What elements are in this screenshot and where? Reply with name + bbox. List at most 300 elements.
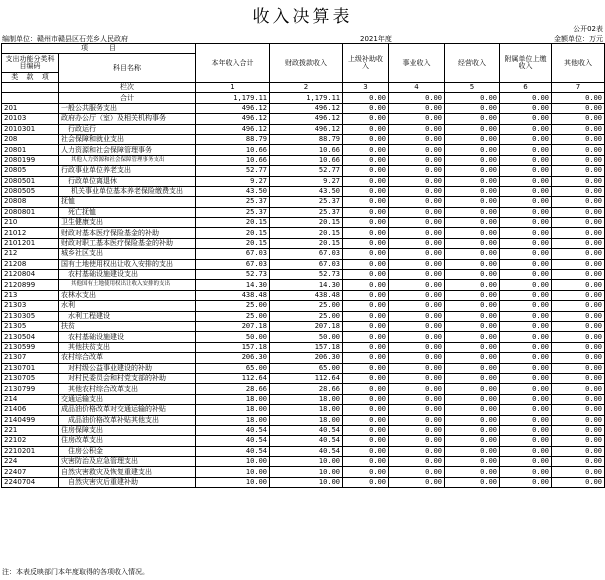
row-business-income: 0.00 bbox=[389, 405, 445, 415]
row-operating-income: 0.00 bbox=[445, 363, 500, 373]
row-name: 一般公共服务支出 bbox=[59, 103, 196, 113]
row-operating-income: 0.00 bbox=[445, 145, 500, 155]
row-business-income: 0.00 bbox=[389, 415, 445, 425]
row-operating-income: 0.00 bbox=[445, 176, 500, 186]
row-affiliate-income: 0.00 bbox=[500, 311, 552, 321]
row-fiscal-income: 20.15 bbox=[270, 228, 343, 238]
table-row bbox=[2, 384, 605, 394]
row-other-income: 0.00 bbox=[552, 405, 605, 415]
row-operating-income: 0.00 bbox=[445, 446, 500, 456]
row-superior-subsidy: 0.00 bbox=[343, 197, 389, 207]
row-superior-subsidy: 0.00 bbox=[343, 384, 389, 394]
row-fiscal-income: 40.54 bbox=[270, 446, 343, 456]
row-business-income: 0.00 bbox=[389, 186, 445, 196]
row-business-income: 0.00 bbox=[389, 425, 445, 435]
row-business-income: 0.00 bbox=[389, 457, 445, 467]
row-code: 21303 bbox=[2, 301, 59, 311]
row-fiscal-income: 67.03 bbox=[270, 259, 343, 269]
row-code: 2130701 bbox=[2, 363, 59, 373]
row-other-income: 0.00 bbox=[552, 155, 605, 165]
row-fiscal-income: 40.54 bbox=[270, 425, 343, 435]
row-fiscal-income: 10.00 bbox=[270, 477, 343, 487]
row-code: 20801 bbox=[2, 145, 59, 155]
row-fiscal-income: 25.00 bbox=[270, 311, 343, 321]
row-other-income: 0.00 bbox=[552, 134, 605, 144]
compiling-unit: 编制单位：赣州市赣县区石芫乡人民政府 bbox=[2, 35, 128, 43]
row-other-income: 0.00 bbox=[552, 197, 605, 207]
row-name: 社会保障和就业支出 bbox=[59, 134, 196, 144]
row-business-income: 0.00 bbox=[389, 238, 445, 248]
row-total-income: 67.03 bbox=[196, 259, 270, 269]
row-fiscal-income: 10.00 bbox=[270, 467, 343, 477]
col-header-1: 本年收入合计 bbox=[196, 44, 270, 83]
row-other-income: 0.00 bbox=[552, 186, 605, 196]
col-header-3: 上级补助收入 bbox=[343, 44, 389, 83]
row-affiliate-income: 0.00 bbox=[500, 290, 552, 300]
row-name: 住房公积金 bbox=[59, 446, 196, 456]
row-other-income: 0.00 bbox=[552, 280, 605, 290]
row-total-income: 18.00 bbox=[196, 415, 270, 425]
row-business-income: 0.00 bbox=[389, 207, 445, 217]
row-business-income: 0.00 bbox=[389, 394, 445, 404]
row-other-income: 0.00 bbox=[552, 321, 605, 331]
table-row bbox=[2, 301, 605, 311]
row-fiscal-income: 9.27 bbox=[270, 176, 343, 186]
row-code: 21012 bbox=[2, 228, 59, 238]
row-affiliate-income: 0.00 bbox=[500, 280, 552, 290]
row-superior-subsidy: 0.00 bbox=[343, 270, 389, 280]
row-operating-income: 0.00 bbox=[445, 249, 500, 259]
row-name: 城乡社区支出 bbox=[59, 249, 196, 259]
row-fiscal-income: 10.00 bbox=[270, 457, 343, 467]
row-code: 21307 bbox=[2, 353, 59, 363]
row-total-income: 65.00 bbox=[196, 363, 270, 373]
row-affiliate-income: 0.00 bbox=[500, 415, 552, 425]
row-superior-subsidy: 0.00 bbox=[343, 425, 389, 435]
row-other-income: 0.00 bbox=[552, 332, 605, 342]
row-code: 2130305 bbox=[2, 311, 59, 321]
row-business-income: 0.00 bbox=[389, 103, 445, 113]
row-business-income: 0.00 bbox=[389, 270, 445, 280]
row-operating-income: 0.00 bbox=[445, 311, 500, 321]
row-affiliate-income: 0.00 bbox=[500, 238, 552, 248]
row-affiliate-income: 0.00 bbox=[500, 446, 552, 456]
row-total-income: 496.12 bbox=[196, 103, 270, 113]
row-affiliate-income: 0.00 bbox=[500, 249, 552, 259]
row-other-income: 0.00 bbox=[552, 166, 605, 176]
row-operating-income: 0.00 bbox=[445, 155, 500, 165]
row-operating-income: 0.00 bbox=[445, 384, 500, 394]
row-total-income: 20.15 bbox=[196, 228, 270, 238]
row-other-income: 0.00 bbox=[552, 176, 605, 186]
row-code: 2130599 bbox=[2, 342, 59, 352]
row-name: 行政事业单位养老支出 bbox=[59, 166, 196, 176]
row-total-income: 40.54 bbox=[196, 436, 270, 446]
table-row bbox=[2, 415, 605, 425]
row-affiliate-income: 0.00 bbox=[500, 363, 552, 373]
item-header: 项 目 bbox=[2, 44, 196, 54]
row-total-income: 438.48 bbox=[196, 290, 270, 300]
row-business-income: 0.00 bbox=[389, 145, 445, 155]
row-total-income: 10.66 bbox=[196, 155, 270, 165]
row-name: 政府办公厅（室）及相关机构事务 bbox=[59, 114, 196, 124]
table-row bbox=[2, 373, 605, 383]
row-code: 21305 bbox=[2, 321, 59, 331]
row-total-income: 28.66 bbox=[196, 384, 270, 394]
table-row bbox=[2, 405, 605, 415]
row-operating-income: 0.00 bbox=[445, 270, 500, 280]
row-other-income: 0.00 bbox=[552, 477, 605, 487]
row-name: 成品油价格改革对交通运输的补贴 bbox=[59, 405, 196, 415]
row-name: 灾害防治及应急管理支出 bbox=[59, 457, 196, 467]
row-other-income: 0.00 bbox=[552, 342, 605, 352]
row-business-income: 0.00 bbox=[389, 301, 445, 311]
row-superior-subsidy: 0.00 bbox=[343, 415, 389, 425]
row-other-income: 0.00 bbox=[552, 270, 605, 280]
row-total-income: 112.64 bbox=[196, 373, 270, 383]
row-total-income: 67.03 bbox=[196, 249, 270, 259]
row-superior-subsidy: 0.00 bbox=[343, 134, 389, 144]
row-superior-subsidy: 0.00 bbox=[343, 321, 389, 331]
row-other-income: 0.00 bbox=[552, 259, 605, 269]
row-fiscal-income: 157.18 bbox=[270, 342, 343, 352]
row-code: 214 bbox=[2, 394, 59, 404]
row-superior-subsidy: 0.00 bbox=[343, 467, 389, 477]
row-other-income: 0.00 bbox=[552, 103, 605, 113]
row-superior-subsidy: 0.00 bbox=[343, 311, 389, 321]
row-code: 2120804 bbox=[2, 270, 59, 280]
row-fiscal-income: 438.48 bbox=[270, 290, 343, 300]
row-operating-income: 0.00 bbox=[445, 280, 500, 290]
row-code: 2130705 bbox=[2, 373, 59, 383]
row-superior-subsidy: 0.00 bbox=[343, 332, 389, 342]
row-affiliate-income: 0.00 bbox=[500, 218, 552, 228]
row-operating-income: 0.00 bbox=[445, 321, 500, 331]
row-name: 水利工程建设 bbox=[59, 311, 196, 321]
row-superior-subsidy: 0.00 bbox=[343, 457, 389, 467]
row-code: 2210201 bbox=[2, 446, 59, 456]
row-code: 224 bbox=[2, 457, 59, 467]
row-affiliate-income: 0.00 bbox=[500, 321, 552, 331]
row-code: 22407 bbox=[2, 467, 59, 477]
row-fiscal-income: 52.77 bbox=[270, 166, 343, 176]
row-other-income: 0.00 bbox=[552, 436, 605, 446]
lanci-row: 栏次 1 2 3 4 5 6 7 bbox=[2, 83, 605, 93]
row-operating-income: 0.00 bbox=[445, 457, 500, 467]
row-business-income: 0.00 bbox=[389, 353, 445, 363]
row-other-income: 0.00 bbox=[552, 384, 605, 394]
row-business-income: 0.00 bbox=[389, 197, 445, 207]
table-row bbox=[2, 166, 605, 176]
row-operating-income: 0.00 bbox=[445, 114, 500, 124]
row-business-income: 0.00 bbox=[389, 124, 445, 134]
row-code: 2240704 bbox=[2, 477, 59, 487]
row-business-income: 0.00 bbox=[389, 342, 445, 352]
row-total-income: 14.30 bbox=[196, 280, 270, 290]
row-name: 人力资源和社会保障管理事务 bbox=[59, 145, 196, 155]
row-name: 农村基础设施建设 bbox=[59, 332, 196, 342]
row-business-income: 0.00 bbox=[389, 249, 445, 259]
row-total-income: 10.00 bbox=[196, 477, 270, 487]
money-unit: 金额单位：万元 bbox=[554, 35, 603, 43]
row-total-income: 40.54 bbox=[196, 446, 270, 456]
row-name: 自然灾害灾后重建补助 bbox=[59, 477, 196, 487]
row-code: 201 bbox=[2, 103, 59, 113]
row-operating-income: 0.00 bbox=[445, 228, 500, 238]
row-other-income: 0.00 bbox=[552, 394, 605, 404]
row-fiscal-income: 496.12 bbox=[270, 124, 343, 134]
row-business-income: 0.00 bbox=[389, 166, 445, 176]
row-other-income: 0.00 bbox=[552, 363, 605, 373]
row-superior-subsidy: 0.00 bbox=[343, 259, 389, 269]
row-operating-income: 0.00 bbox=[445, 290, 500, 300]
row-superior-subsidy: 0.00 bbox=[343, 238, 389, 248]
row-business-income: 0.00 bbox=[389, 259, 445, 269]
row-fiscal-income: 112.64 bbox=[270, 373, 343, 383]
row-other-income: 0.00 bbox=[552, 238, 605, 248]
row-total-income: 157.18 bbox=[196, 342, 270, 352]
row-code: 210 bbox=[2, 218, 59, 228]
row-code: 20103 bbox=[2, 114, 59, 124]
row-fiscal-income: 65.00 bbox=[270, 363, 343, 373]
row-fiscal-income: 25.37 bbox=[270, 207, 343, 217]
row-operating-income: 0.00 bbox=[445, 238, 500, 248]
row-affiliate-income: 0.00 bbox=[500, 166, 552, 176]
row-total-income: 25.00 bbox=[196, 301, 270, 311]
table-row bbox=[2, 114, 605, 124]
row-operating-income: 0.00 bbox=[445, 477, 500, 487]
row-fiscal-income: 40.54 bbox=[270, 436, 343, 446]
table-row bbox=[2, 477, 605, 487]
row-total-income: 52.73 bbox=[196, 270, 270, 280]
row-total-income: 50.00 bbox=[196, 332, 270, 342]
row-affiliate-income: 0.00 bbox=[500, 457, 552, 467]
table-row bbox=[2, 218, 605, 228]
name-header: 科目名称 bbox=[59, 54, 196, 83]
row-superior-subsidy: 0.00 bbox=[343, 228, 389, 238]
row-fiscal-income: 43.50 bbox=[270, 186, 343, 196]
row-affiliate-income: 0.00 bbox=[500, 405, 552, 415]
table-row bbox=[2, 321, 605, 331]
row-superior-subsidy: 0.00 bbox=[343, 186, 389, 196]
row-other-income: 0.00 bbox=[552, 457, 605, 467]
table-row bbox=[2, 446, 605, 456]
row-fiscal-income: 28.66 bbox=[270, 384, 343, 394]
row-business-income: 0.00 bbox=[389, 176, 445, 186]
row-other-income: 0.00 bbox=[552, 145, 605, 155]
row-affiliate-income: 0.00 bbox=[500, 332, 552, 342]
row-total-income: 207.18 bbox=[196, 321, 270, 331]
row-superior-subsidy: 0.00 bbox=[343, 280, 389, 290]
row-superior-subsidy: 0.00 bbox=[343, 176, 389, 186]
row-other-income: 0.00 bbox=[552, 228, 605, 238]
table-row bbox=[2, 259, 605, 269]
row-operating-income: 0.00 bbox=[445, 259, 500, 269]
row-business-income: 0.00 bbox=[389, 155, 445, 165]
row-superior-subsidy: 0.00 bbox=[343, 207, 389, 217]
row-fiscal-income: 14.30 bbox=[270, 280, 343, 290]
total-row: 合计 1,179.11 1,179.11 0.00 0.00 0.00 0.00 0.00 bbox=[2, 93, 605, 103]
table-row bbox=[2, 311, 605, 321]
row-other-income: 0.00 bbox=[552, 415, 605, 425]
row-name: 其他国有土地使用权出让收入安排的支出 bbox=[59, 280, 196, 290]
row-code: 2130799 bbox=[2, 384, 59, 394]
row-affiliate-income: 0.00 bbox=[500, 373, 552, 383]
fiscal-year: 2021年度 bbox=[360, 35, 392, 43]
table-row bbox=[2, 436, 605, 446]
row-fiscal-income: 50.00 bbox=[270, 332, 343, 342]
row-superior-subsidy: 0.00 bbox=[343, 166, 389, 176]
row-code: 21406 bbox=[2, 405, 59, 415]
row-code: 212 bbox=[2, 249, 59, 259]
row-business-income: 0.00 bbox=[389, 280, 445, 290]
row-fiscal-income: 67.03 bbox=[270, 249, 343, 259]
row-superior-subsidy: 0.00 bbox=[343, 249, 389, 259]
row-business-income: 0.00 bbox=[389, 228, 445, 238]
row-operating-income: 0.00 bbox=[445, 436, 500, 446]
row-other-income: 0.00 bbox=[552, 467, 605, 477]
row-name: 财政对职工基本医疗保险基金的补助 bbox=[59, 238, 196, 248]
row-operating-income: 0.00 bbox=[445, 186, 500, 196]
row-superior-subsidy: 0.00 bbox=[343, 155, 389, 165]
row-fiscal-income: 20.15 bbox=[270, 218, 343, 228]
table-row bbox=[2, 134, 605, 144]
row-name: 机关事业单位基本养老保险缴费支出 bbox=[59, 186, 196, 196]
row-superior-subsidy: 0.00 bbox=[343, 446, 389, 456]
row-superior-subsidy: 0.00 bbox=[343, 103, 389, 113]
row-name: 农村综合改革 bbox=[59, 353, 196, 363]
row-fiscal-income: 10.66 bbox=[270, 155, 343, 165]
row-name: 行政单位离退休 bbox=[59, 176, 196, 186]
table-row bbox=[2, 342, 605, 352]
row-business-income: 0.00 bbox=[389, 218, 445, 228]
row-superior-subsidy: 0.00 bbox=[343, 301, 389, 311]
row-code: 2080505 bbox=[2, 186, 59, 196]
row-other-income: 0.00 bbox=[552, 218, 605, 228]
row-name: 对村级公益事业建设的补助 bbox=[59, 363, 196, 373]
row-affiliate-income: 0.00 bbox=[500, 103, 552, 113]
row-name: 成品油价格改革补贴其他支出 bbox=[59, 415, 196, 425]
table-row bbox=[2, 155, 605, 165]
row-total-income: 43.50 bbox=[196, 186, 270, 196]
row-fiscal-income: 10.66 bbox=[270, 145, 343, 155]
row-total-income: 52.77 bbox=[196, 166, 270, 176]
row-other-income: 0.00 bbox=[552, 290, 605, 300]
row-operating-income: 0.00 bbox=[445, 405, 500, 415]
row-operating-income: 0.00 bbox=[445, 197, 500, 207]
row-total-income: 20.15 bbox=[196, 218, 270, 228]
row-superior-subsidy: 0.00 bbox=[343, 114, 389, 124]
row-business-income: 0.00 bbox=[389, 363, 445, 373]
row-total-income: 10.00 bbox=[196, 467, 270, 477]
row-business-income: 0.00 bbox=[389, 114, 445, 124]
row-fiscal-income: 18.00 bbox=[270, 394, 343, 404]
row-operating-income: 0.00 bbox=[445, 207, 500, 217]
row-name: 死亡抚恤 bbox=[59, 207, 196, 217]
row-business-income: 0.00 bbox=[389, 332, 445, 342]
form-number: 公开02表 bbox=[573, 25, 603, 33]
row-other-income: 0.00 bbox=[552, 373, 605, 383]
row-superior-subsidy: 0.00 bbox=[343, 477, 389, 487]
row-affiliate-income: 0.00 bbox=[500, 425, 552, 435]
row-operating-income: 0.00 bbox=[445, 353, 500, 363]
row-total-income: 40.54 bbox=[196, 425, 270, 435]
row-total-income: 10.00 bbox=[196, 457, 270, 467]
row-affiliate-income: 0.00 bbox=[500, 145, 552, 155]
table-row bbox=[2, 103, 605, 113]
table-row bbox=[2, 353, 605, 363]
row-operating-income: 0.00 bbox=[445, 394, 500, 404]
row-operating-income: 0.00 bbox=[445, 134, 500, 144]
row-code: 213 bbox=[2, 290, 59, 300]
row-business-income: 0.00 bbox=[389, 446, 445, 456]
row-business-income: 0.00 bbox=[389, 436, 445, 446]
col-header-5: 经营收入 bbox=[445, 44, 500, 83]
table-row bbox=[2, 124, 605, 134]
row-affiliate-income: 0.00 bbox=[500, 228, 552, 238]
row-operating-income: 0.00 bbox=[445, 342, 500, 352]
row-other-income: 0.00 bbox=[552, 353, 605, 363]
row-business-income: 0.00 bbox=[389, 321, 445, 331]
row-name: 住房改革支出 bbox=[59, 436, 196, 446]
row-affiliate-income: 0.00 bbox=[500, 124, 552, 134]
row-name: 财政对基本医疗保险基金的补助 bbox=[59, 228, 196, 238]
row-business-income: 0.00 bbox=[389, 477, 445, 487]
row-affiliate-income: 0.00 bbox=[500, 186, 552, 196]
row-affiliate-income: 0.00 bbox=[500, 384, 552, 394]
row-name: 扶贫 bbox=[59, 321, 196, 331]
col-header-6: 附属单位上缴收入 bbox=[500, 44, 552, 83]
row-affiliate-income: 0.00 bbox=[500, 353, 552, 363]
table-row bbox=[2, 238, 605, 248]
row-operating-income: 0.00 bbox=[445, 218, 500, 228]
row-business-income: 0.00 bbox=[389, 384, 445, 394]
row-total-income: 496.12 bbox=[196, 114, 270, 124]
row-operating-income: 0.00 bbox=[445, 124, 500, 134]
row-affiliate-income: 0.00 bbox=[500, 114, 552, 124]
row-affiliate-income: 0.00 bbox=[500, 134, 552, 144]
row-other-income: 0.00 bbox=[552, 207, 605, 217]
table-row bbox=[2, 186, 605, 196]
row-affiliate-income: 0.00 bbox=[500, 259, 552, 269]
row-code: 22102 bbox=[2, 436, 59, 446]
row-fiscal-income: 20.15 bbox=[270, 238, 343, 248]
row-operating-income: 0.00 bbox=[445, 332, 500, 342]
table-row bbox=[2, 176, 605, 186]
row-superior-subsidy: 0.00 bbox=[343, 218, 389, 228]
row-operating-income: 0.00 bbox=[445, 103, 500, 113]
row-affiliate-income: 0.00 bbox=[500, 477, 552, 487]
row-affiliate-income: 0.00 bbox=[500, 394, 552, 404]
row-code: 21208 bbox=[2, 259, 59, 269]
table-row bbox=[2, 332, 605, 342]
row-code: 2101201 bbox=[2, 238, 59, 248]
col-header-7: 其他收入 bbox=[552, 44, 605, 83]
row-superior-subsidy: 0.00 bbox=[343, 405, 389, 415]
row-superior-subsidy: 0.00 bbox=[343, 342, 389, 352]
row-total-income: 20.15 bbox=[196, 238, 270, 248]
row-affiliate-income: 0.00 bbox=[500, 197, 552, 207]
page-title: 收入决算表 bbox=[252, 7, 353, 27]
row-code: 2010301 bbox=[2, 124, 59, 134]
row-affiliate-income: 0.00 bbox=[500, 207, 552, 217]
table-row bbox=[2, 394, 605, 404]
row-total-income: 18.00 bbox=[196, 394, 270, 404]
row-name: 国有土地使用权出让收入安排的支出 bbox=[59, 259, 196, 269]
row-other-income: 0.00 bbox=[552, 311, 605, 321]
row-total-income: 10.66 bbox=[196, 145, 270, 155]
row-code: 2080199 bbox=[2, 155, 59, 165]
